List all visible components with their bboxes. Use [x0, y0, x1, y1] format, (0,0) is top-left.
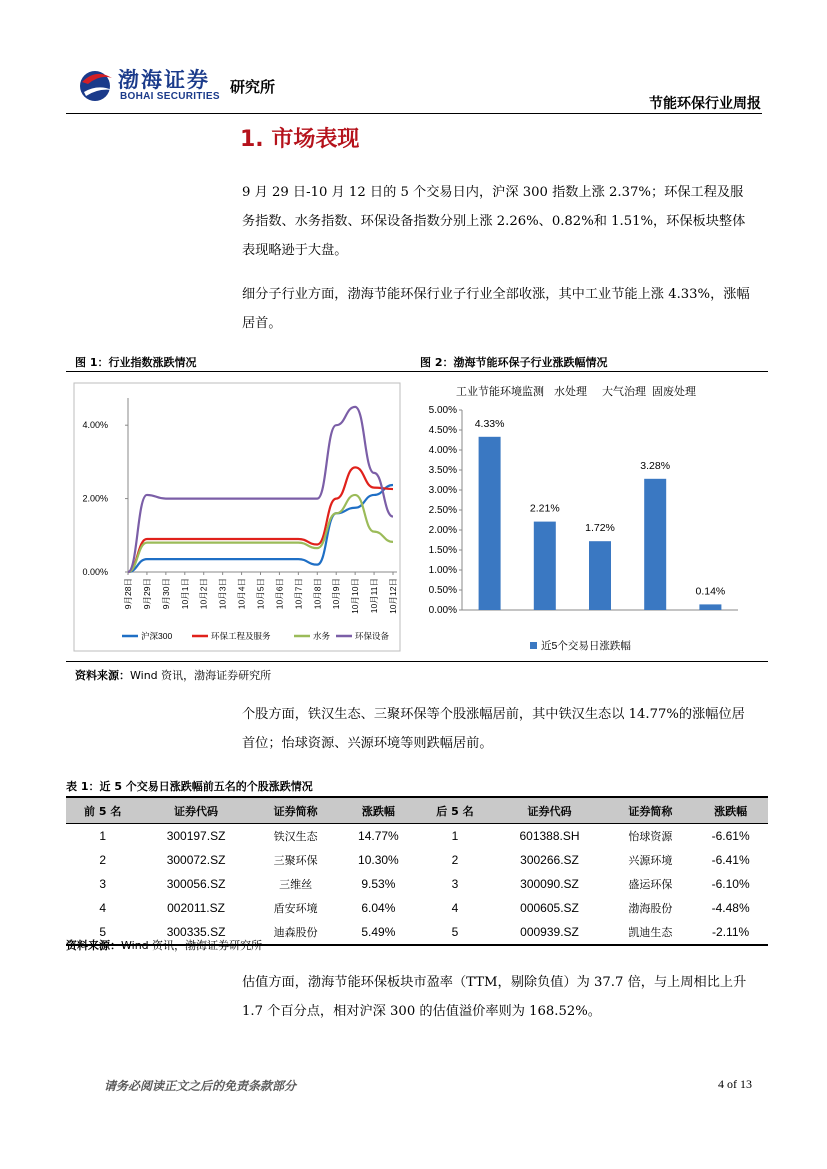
header-code: 证券代码: [139, 797, 252, 824]
logo-text-en: BOHAI SECURITIES: [120, 91, 220, 102]
top-rank-cell: 2: [99, 853, 107, 867]
chart1-x-tick-label: 10月2日: [198, 578, 209, 610]
bottom-code-cell: 000605.SZ: [520, 901, 579, 915]
bottom-change-cell: -4.48%: [711, 901, 750, 915]
bottom-change-cell: -6.10%: [711, 877, 750, 891]
chart1-series-line: [128, 407, 393, 572]
chart1-legend-label: 环保工程及服务: [211, 631, 271, 641]
bottom-change-cell: -6.61%: [711, 829, 750, 843]
chart2-bar-value-label: 1.72%: [585, 522, 615, 535]
chart2-category-label: 环境监测: [500, 386, 544, 398]
chart1-x-tick-label: 10月10日: [350, 578, 361, 614]
top-rank-cell: 4: [99, 901, 107, 915]
header-divider: [66, 113, 762, 114]
chart2-bar: [589, 541, 611, 610]
top-name-cell: 盾安环境: [273, 902, 318, 915]
chart2-bar: [644, 479, 666, 610]
top-stocks-table: [66, 796, 768, 946]
chart2-legend-swatch: [530, 642, 537, 649]
figure2-title: 图 2：渤海节能环保子行业涨跌幅情况: [420, 356, 608, 369]
paragraph-valuation: 估值方面，渤海节能环保板块市盈率（TTM，剔除负值）为 37.7 倍，与上周相比上升 1.7 个百分点，相对沪深 300 的估值溢价率则为 168.52%。: [242, 975, 747, 1019]
chart2-y-tick-label: 0.00%: [428, 605, 457, 616]
chart1-x-tick-label: 10月9日: [331, 578, 342, 610]
bohai-logo-icon: [78, 64, 116, 104]
top-change-cell: 9.53%: [361, 877, 396, 891]
top-name-cell: 迪森股份: [253, 920, 339, 945]
chart2-category-label: 工业节能: [456, 386, 500, 398]
chart1-x-tick-label: 10月6日: [274, 578, 285, 610]
bottom-change-cell: -6.41%: [711, 853, 750, 867]
header-top5: 前 5 名: [66, 797, 139, 824]
top-rank-cell: 5: [66, 920, 139, 945]
source-text: Wind 资讯，渤海证券研究所: [121, 939, 263, 952]
top-name-cell: 三聚环保: [273, 854, 318, 867]
bottom-name-cell: 盛运环保: [628, 878, 673, 891]
table-row: [66, 848, 768, 872]
chart2-bar-value-label: 3.28%: [640, 459, 671, 472]
chart1-x-tick-label: 10月3日: [217, 578, 228, 610]
industry-index-line-chart: [66, 378, 406, 658]
chart1-x-tick-label: 10月5日: [255, 578, 266, 610]
chart2-y-tick-label: 1.50%: [428, 545, 457, 556]
chart1-y-tick-label: 4.00%: [82, 420, 108, 431]
chart2-bar: [699, 604, 721, 610]
chart2-bar: [534, 522, 556, 610]
header-change-2: 涨跌幅: [693, 797, 768, 824]
chart1-x-tick-label: 9月30日: [160, 578, 171, 610]
bottom-code-cell: 000939.SZ: [492, 920, 608, 945]
bottom-name-cell: 凯迪生态: [607, 920, 693, 945]
bottom-code-cell: 300090.SZ: [520, 877, 579, 891]
header-code-2: 证券代码: [492, 797, 608, 824]
figure-source-note: [75, 667, 271, 683]
bottom-change-cell: -2.11%: [693, 920, 768, 945]
chart1-legend-label: 水务: [313, 631, 331, 641]
header-change: 涨跌幅: [339, 797, 419, 824]
top-change-cell: 14.77%: [358, 829, 399, 843]
paragraph-stocks: 个股方面，铁汉生态、三聚环保等个股涨幅居前，其中铁汉生态以 14.77%的涨幅位居首位；怡球资源、兴源环境等则跌幅居前。: [242, 707, 745, 751]
chart1-x-tick-label: 10月1日: [179, 578, 190, 610]
table-body: [66, 824, 768, 946]
chart2-category-label: 水处理: [554, 386, 587, 398]
top-code-cell: 300072.SZ: [166, 853, 226, 867]
chart2-bar: [479, 437, 501, 610]
bottom-rank-cell: 4: [451, 901, 459, 915]
chart2-bar-value-label: 0.14%: [695, 585, 726, 598]
chart2-bar-value-label: 4.33%: [474, 417, 505, 430]
chart1-x-tick-label: 10月8日: [312, 578, 323, 610]
chart2-y-tick-label: 3.00%: [428, 485, 457, 496]
table-source-note: [66, 937, 262, 953]
chart1-x-tick-label: 9月29日: [141, 578, 152, 610]
chart1-y-tick-label: 0.00%: [82, 567, 108, 577]
chart2-y-tick-label: 1.00%: [428, 565, 457, 576]
bottom-rank-cell: 3: [451, 877, 459, 891]
chart2-y-tick-label: 4.00%: [428, 445, 457, 456]
chart2-y-tick-label: 5.00%: [428, 405, 457, 416]
top-name-cell: 铁汉生态: [273, 830, 318, 843]
chart1-series-line: [128, 495, 393, 572]
logo-text-cn: 渤海证券: [118, 68, 210, 92]
chart1-x-tick-label: 10月12日: [388, 578, 398, 614]
bottom-name-cell: 兴源环境: [628, 854, 673, 867]
chart2-y-tick-label: 3.50%: [428, 465, 457, 476]
bottom-rank-cell: 1: [451, 829, 459, 843]
top-name-cell: 三维丝: [279, 878, 313, 891]
top-change-cell: 5.49%: [339, 920, 419, 945]
top-code-cell: 002011.SZ: [167, 901, 225, 915]
table-row: [66, 824, 768, 849]
chart1-x-tick-label: 9月28日: [123, 578, 133, 610]
header-bottom5: 后 5 名: [418, 797, 491, 824]
paragraph-market: 9 月 29 日-10 月 12 日的 5 个交易日内，沪深 300 指数上涨 2.37%；环保工程及服务指数、水务指数、环保设备指数分别上涨 2.26%、0.82%和 1.51%，环保板块整体表现略逊于大盘。: [242, 185, 746, 258]
chart1-legend-label: 沪深300: [141, 631, 173, 641]
bottom-name-cell: 渤海股份: [628, 902, 673, 915]
logo-subtitle: 研究所: [230, 78, 276, 96]
chart2-y-tick-label: 0.50%: [428, 585, 457, 596]
figure-bottom-rule: [66, 661, 768, 662]
top-rank-cell: 1: [99, 829, 107, 843]
top-rank-cell: 3: [99, 877, 107, 891]
report-name: 节能环保行业周报: [649, 96, 761, 112]
chart1-x-tick-label: 10月11日: [369, 578, 380, 614]
chart2-y-tick-label: 2.50%: [428, 505, 457, 516]
page-number: 4 of 13: [718, 1077, 752, 1091]
table-header-row: [66, 797, 768, 824]
source-label: 资料来源：: [66, 939, 121, 952]
top-code-cell: 300197.SZ: [166, 829, 226, 843]
footer-disclaimer: 请务必阅读正文之后的免责条款部分: [104, 1079, 297, 1093]
chart2-bar-value-label: 2.21%: [529, 502, 560, 515]
top-change-cell: 6.04%: [361, 901, 396, 915]
chart2-y-tick-label: 2.00%: [428, 525, 457, 536]
bottom-rank-cell: 5: [418, 920, 491, 945]
chart1-y-tick-label: 2.00%: [82, 493, 108, 504]
header-name-2: 证券简称: [607, 797, 693, 824]
chart1-x-tick-label: 10月4日: [236, 578, 247, 610]
bottom-code-cell: 601388.SH: [519, 829, 580, 843]
figure1-title: 图 1：行业指数涨跌情况: [75, 356, 197, 369]
table1-title: 表 1：近 5 个交易日涨跌幅前五名的个股涨跌情况: [66, 780, 313, 793]
bottom-rank-cell: 2: [451, 853, 459, 867]
source-label: 资料来源：: [75, 669, 130, 682]
chart1-legend-label: 环保设备: [355, 631, 390, 641]
table-row: [66, 896, 768, 920]
bottom-code-cell: 300266.SZ: [520, 853, 579, 867]
top-code-cell: 300335.SZ: [139, 920, 252, 945]
chart1-series-line: [128, 467, 393, 572]
header-name: 证券简称: [253, 797, 339, 824]
paragraph-subindustry: 细分子行业方面，渤海节能环保行业子行业全部收涨，其中工业节能上涨 4.33%，涨幅居首。: [242, 287, 750, 331]
chart1-x-tick-label: 10月7日: [293, 578, 304, 610]
figure-top-rule: [66, 371, 768, 372]
source-text: Wind 资讯，渤海证券研究所: [130, 669, 272, 682]
chart2-category-label: 大气治理: [602, 386, 646, 398]
subindustry-bar-chart: [416, 376, 768, 660]
top-change-cell: 10.30%: [358, 853, 399, 867]
chart2-category-label: 固废处理: [652, 386, 696, 398]
top-code-cell: 300056.SZ: [166, 877, 226, 891]
section-title: 1. 市场表现: [240, 127, 360, 152]
table-row: [66, 872, 768, 896]
bottom-name-cell: 怡球资源: [628, 830, 673, 843]
chart2-y-tick-label: 4.50%: [428, 425, 457, 436]
chart2-legend-label: 近5个交易日涨跌幅: [541, 640, 631, 652]
